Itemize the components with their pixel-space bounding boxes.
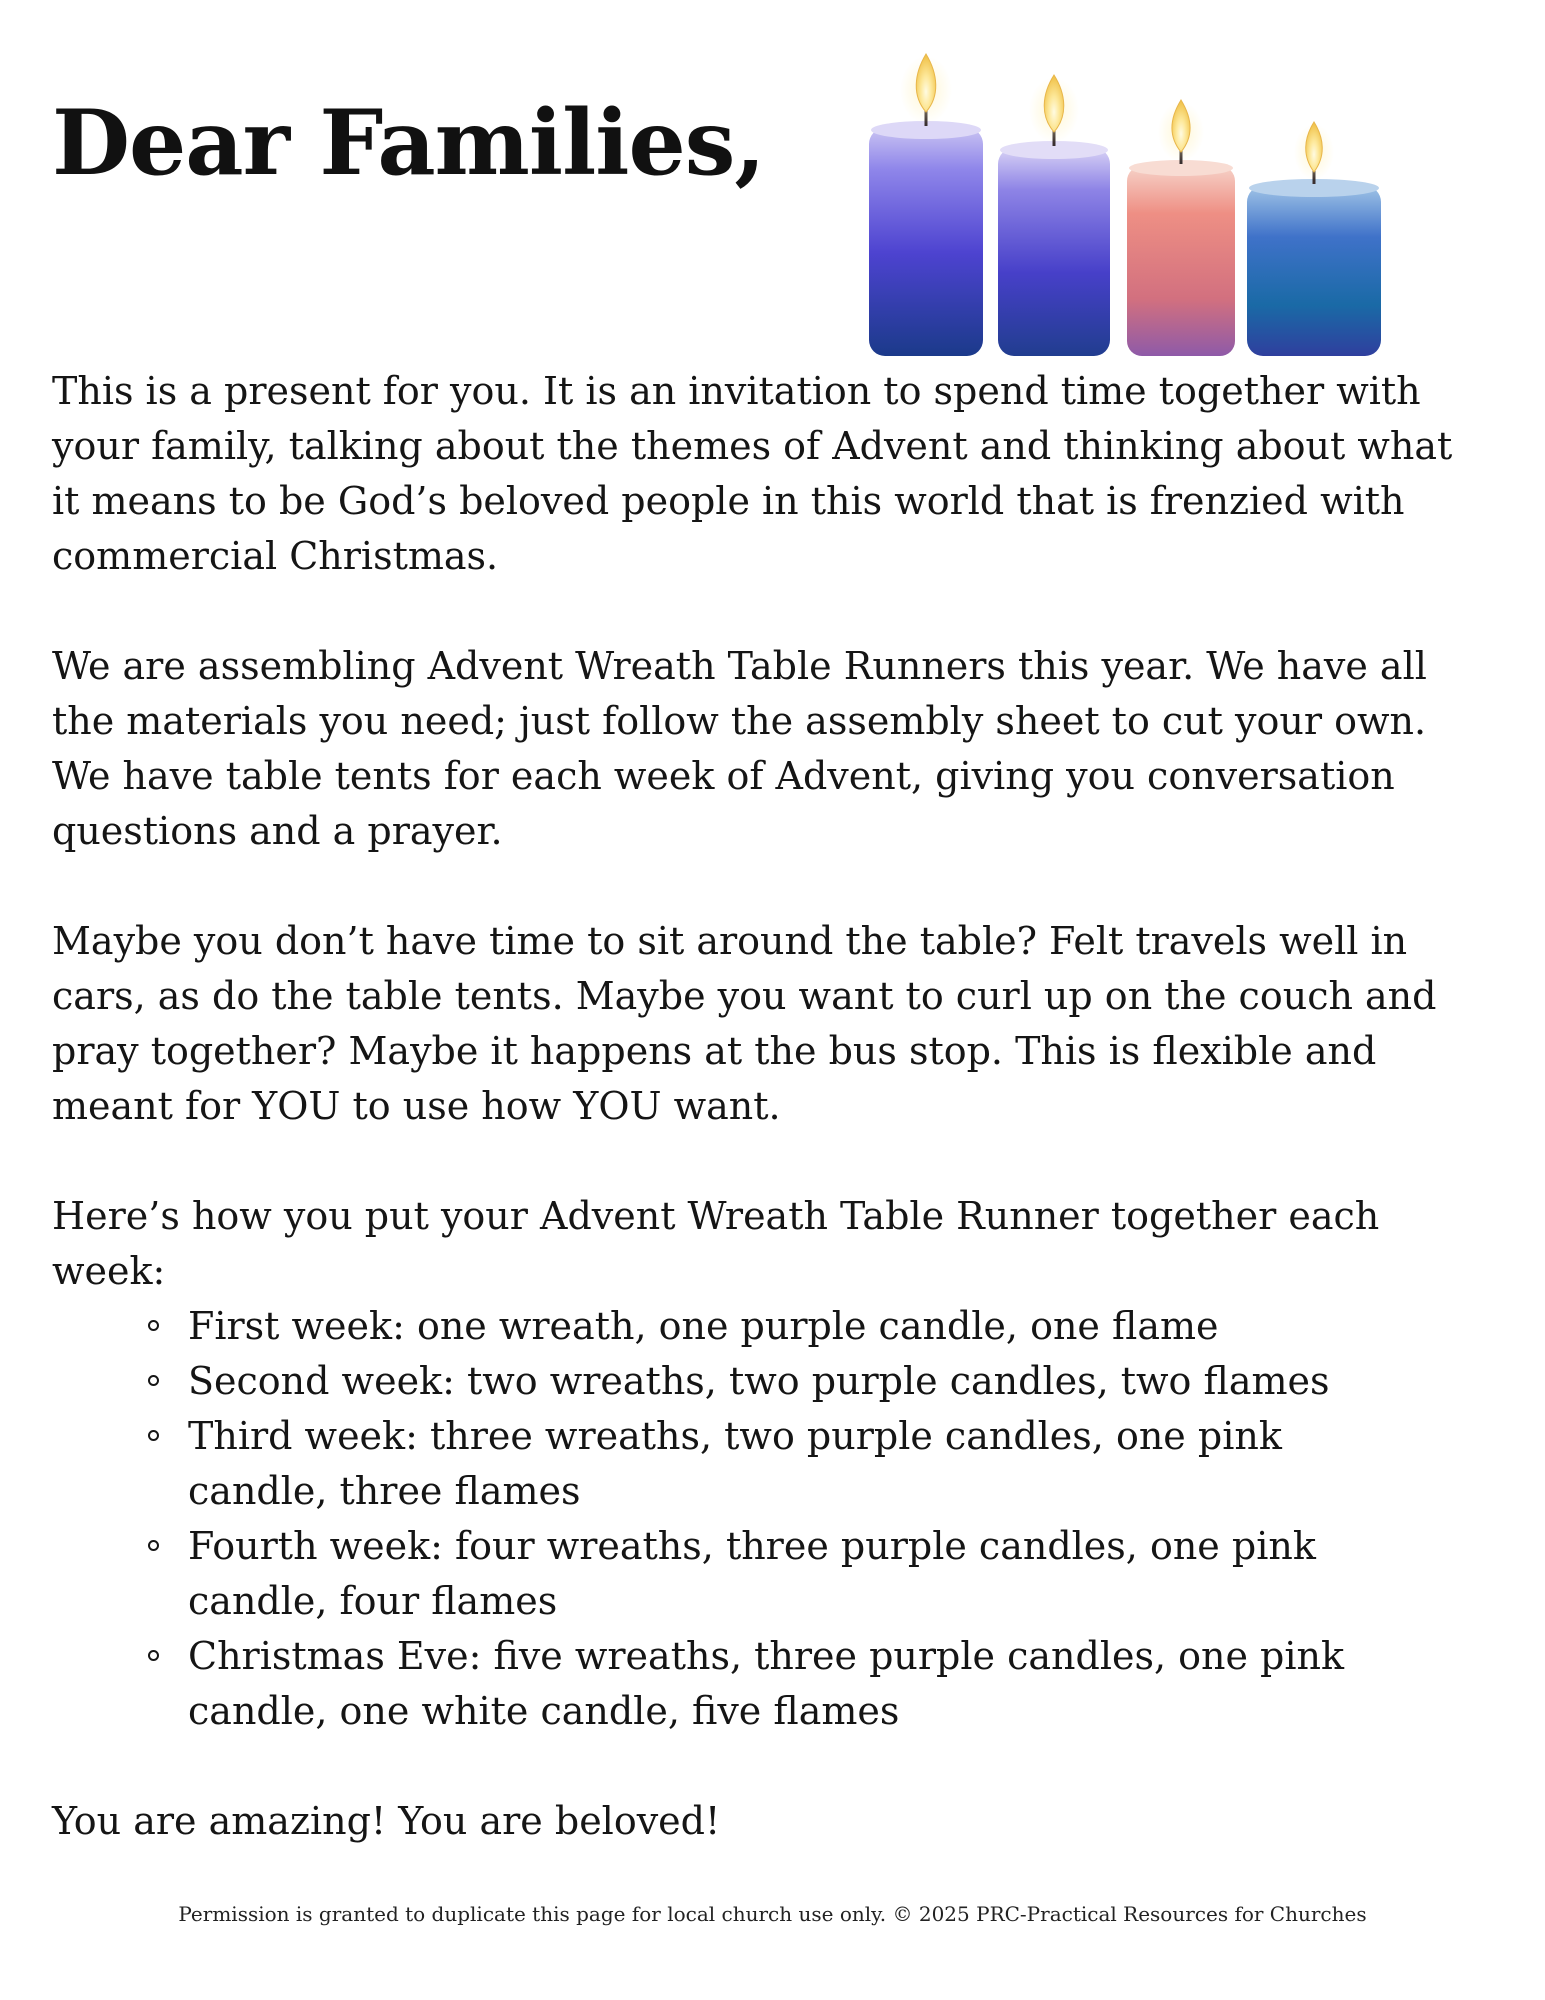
circle-bullet-icon	[148, 1650, 159, 1661]
candle-purple-2	[998, 75, 1110, 356]
letter-body	[52, 364, 1492, 1849]
paragraph-intro: This is a present for you. It is an invitation to spend time together with your family, talking about the themes of Advent and thinking about what it means to be God’s beloved people in this world that is frenzied with commercial Christmas.	[52, 369, 1453, 578]
weekly-steps-list	[52, 1299, 1428, 1739]
list-item	[188, 1519, 1428, 1629]
circle-bullet-icon	[148, 1375, 159, 1386]
candle-pink	[1127, 100, 1235, 356]
candle-purple-1	[869, 54, 983, 356]
list-item	[188, 1409, 1428, 1519]
circle-bullet-icon	[148, 1430, 159, 1441]
advent-candles-icon	[865, 48, 1385, 358]
list-item	[188, 1354, 1428, 1409]
circle-bullet-icon	[148, 1540, 159, 1551]
step-third-week: Third week: three wreaths, two purple candles, one pink candle, three flames	[188, 1414, 1282, 1513]
page-title: Dear Families,	[52, 90, 765, 196]
paragraph-instructions: Here’s how you put your Advent Wreath Table Runner together each week:	[52, 1194, 1380, 1293]
step-fourth-week: Fourth week: four wreaths, three purple candles, one pink candle, four flames	[188, 1524, 1316, 1623]
list-item	[188, 1629, 1428, 1739]
list-item	[188, 1299, 1428, 1354]
step-first-week: First week: one wreath, one purple candle, one flame	[188, 1304, 1219, 1348]
closing-line: You are amazing! You are beloved!	[52, 1799, 721, 1843]
paragraph-assembly: We are assembling Advent Wreath Table Runners this year. We have all the materials you need; just follow the assembly sheet to cut your own. We have table tents for each week of Advent, giving you conversation questions and a prayer.	[52, 644, 1427, 853]
permission-footer: Permission is granted to duplicate this page for local church use only. © 2025 PRC-Practical Resources for Churches	[178, 1902, 1367, 1926]
circle-bullet-icon	[148, 1320, 159, 1331]
paragraph-flexible: Maybe you don’t have time to sit around the table? Felt travels well in cars, as do the table tents. Maybe you want to curl up on the couch and pray together? Maybe it happens at the bus stop. This is flexible and meant for YOU to use how YOU want.	[52, 919, 1437, 1128]
candle-blue	[1247, 122, 1381, 356]
step-second-week: Second week: two wreaths, two purple candles, two flames	[188, 1359, 1330, 1403]
step-christmas-eve: Christmas Eve: five wreaths, three purple candles, one pink candle, one white candle, five flames	[188, 1634, 1345, 1733]
